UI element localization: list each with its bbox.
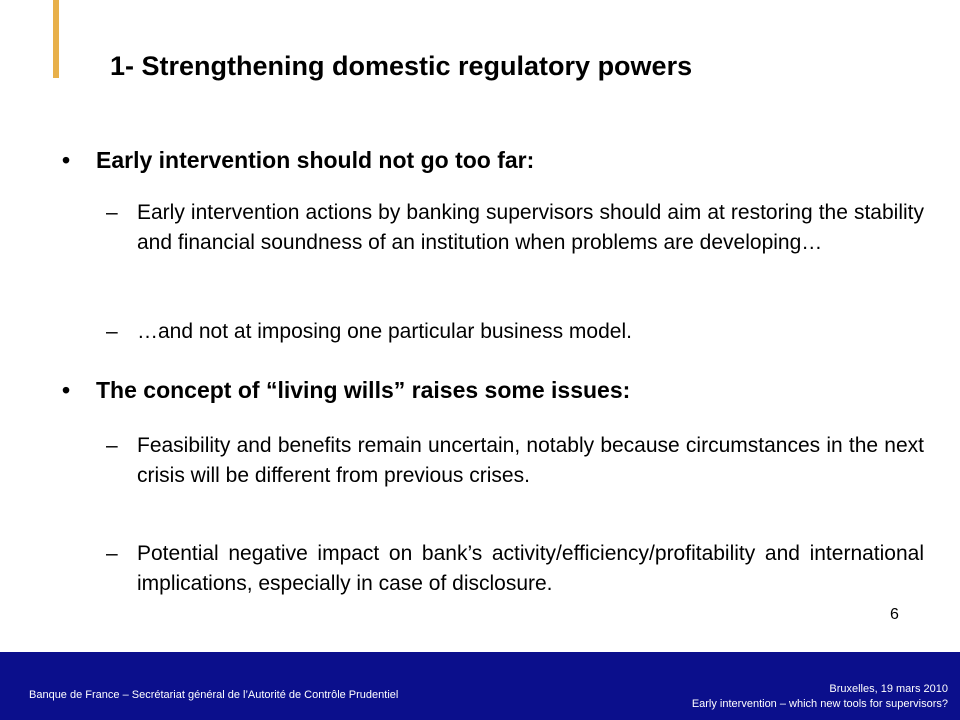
sub-1-1-text: Early intervention actions by banking supervisors should aim at restoring the stability and financial soundness of an institution when problems are developing… — [137, 201, 924, 254]
footer-bar — [0, 652, 960, 720]
sub-1-2 — [106, 317, 924, 347]
footer-presentation-title: Early intervention – which new tools for supervisors? — [691, 698, 948, 710]
footer-event — [692, 682, 948, 712]
bullet-2-text: The concept of “living wills” raises some issues: — [96, 377, 631, 403]
sub-dash: – — [106, 434, 118, 457]
accent-bar — [53, 0, 59, 78]
sub-2-2-text: Potential negative impact on bank’s activity/efficiency/profitability and international implications, especially in case of disclosure. — [137, 542, 924, 595]
sub-dash: – — [106, 201, 118, 224]
sub-dash: – — [106, 320, 118, 343]
sub-2-2 — [106, 539, 924, 599]
sub-dash: – — [106, 542, 118, 565]
page-number: 6 — [890, 606, 899, 623]
slide-title: 1- Strengthening domestic regulatory powers — [110, 51, 693, 81]
sub-1-2-text: …and not at imposing one particular business model. — [137, 320, 632, 343]
sub-2-1 — [106, 431, 924, 491]
bullet-dot: • — [62, 147, 71, 173]
footer-date-location: Bruxelles, 19 mars 2010 — [829, 683, 948, 695]
bullet-1-text: Early intervention should not go too far: — [96, 147, 535, 173]
sub-2-1-text: Feasibility and benefits remain uncertain, notably because circumstances in the next crisis will be different from previous crises. — [137, 434, 924, 487]
bullet-dot: • — [62, 377, 71, 403]
footer-organization: Banque de France – Secrétariat général de l’Autorité de Contrôle Prudentiel — [29, 689, 399, 701]
sub-1-1 — [106, 198, 924, 258]
